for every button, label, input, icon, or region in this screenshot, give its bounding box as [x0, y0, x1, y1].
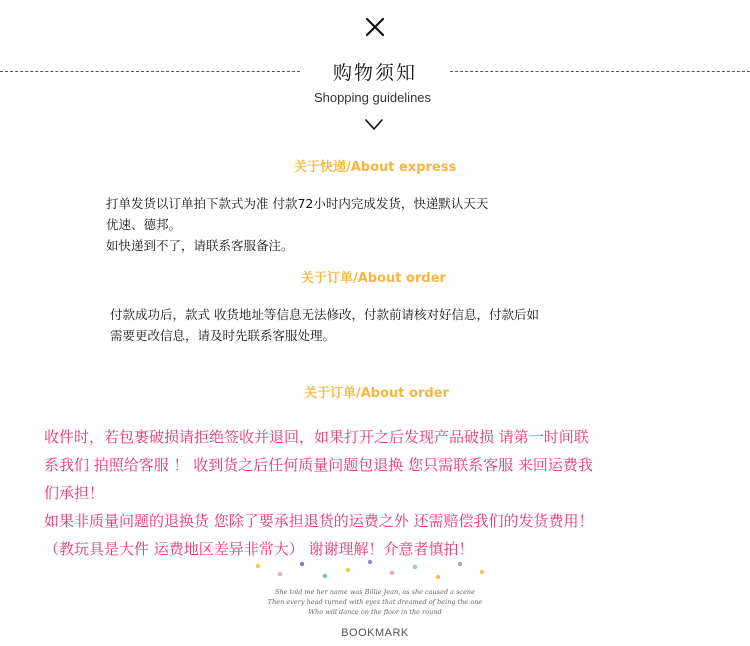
page-title: 购物须知	[332, 62, 417, 84]
confetti-dot	[323, 574, 327, 578]
page-subtitle: Shopping guidelines	[313, 90, 432, 105]
returns-notice	[44, 423, 594, 563]
order-heading: 关于订单/About order	[301, 271, 446, 286]
bookmark-line: She told me her name was Billie Jean, as she caused a scene	[275, 588, 475, 596]
confetti-dot	[346, 568, 350, 572]
confetti-dot	[436, 575, 440, 579]
confetti-dot	[300, 562, 304, 566]
express-line: 如快递到不了，请联系客服备注。	[106, 238, 294, 253]
bookmark-decoration	[250, 558, 500, 646]
confetti-dot	[480, 570, 484, 574]
close-icon[interactable]	[364, 16, 386, 38]
returns-line: （教玩具是大件 运费地区差异非常大） 谢谢理解！介意者慎拍！	[44, 540, 474, 558]
returns-line: 收件时，若包裹破损请拒绝签收并退回，如果打开之后发现产品破损 请第一时间联	[44, 428, 589, 446]
confetti-dot	[256, 564, 260, 568]
returns-heading: 关于订单/About order	[304, 386, 449, 401]
returns-line: 们承担！	[44, 484, 105, 502]
order-line: 付款成功后，款式 收货地址等信息无法修改，付款前请核对好信息，付款后如	[110, 307, 539, 322]
express-line: 打单发货以订单拍下款式为准 付款72小时内完成发货，快递默认天天	[106, 196, 489, 211]
bookmark-title: BOOKMARK	[341, 627, 409, 639]
order-text	[110, 304, 539, 346]
confetti-dots	[250, 558, 500, 582]
confetti-dot	[458, 562, 462, 566]
bookmark-line: Who will dance on the floor in the round	[308, 608, 442, 616]
confetti-dot	[278, 572, 282, 576]
chevron-down-icon[interactable]	[364, 119, 384, 131]
bookmark-line: Then every head turned with eyes that dreamed of being the one	[267, 598, 483, 606]
divider-right	[450, 71, 750, 72]
returns-line: 系我们 拍照给客服 ！ 收到货之后任何质量问题包退换 您只需联系客服 来回运费我	[44, 456, 593, 474]
order-line: 需要更改信息，请及时先联系客服处理。	[110, 328, 336, 343]
confetti-dot	[368, 560, 372, 564]
divider-left	[0, 71, 300, 72]
express-line: 优速、德邦。	[106, 217, 182, 232]
confetti-dot	[413, 565, 417, 569]
returns-line: 如果非质量问题的退换货 您除了要承担退货的运费之外 还需赔偿我们的发货费用！	[44, 512, 594, 530]
express-heading: 关于快递/About express	[294, 160, 457, 175]
confetti-dot	[390, 571, 394, 575]
express-text	[106, 193, 488, 256]
